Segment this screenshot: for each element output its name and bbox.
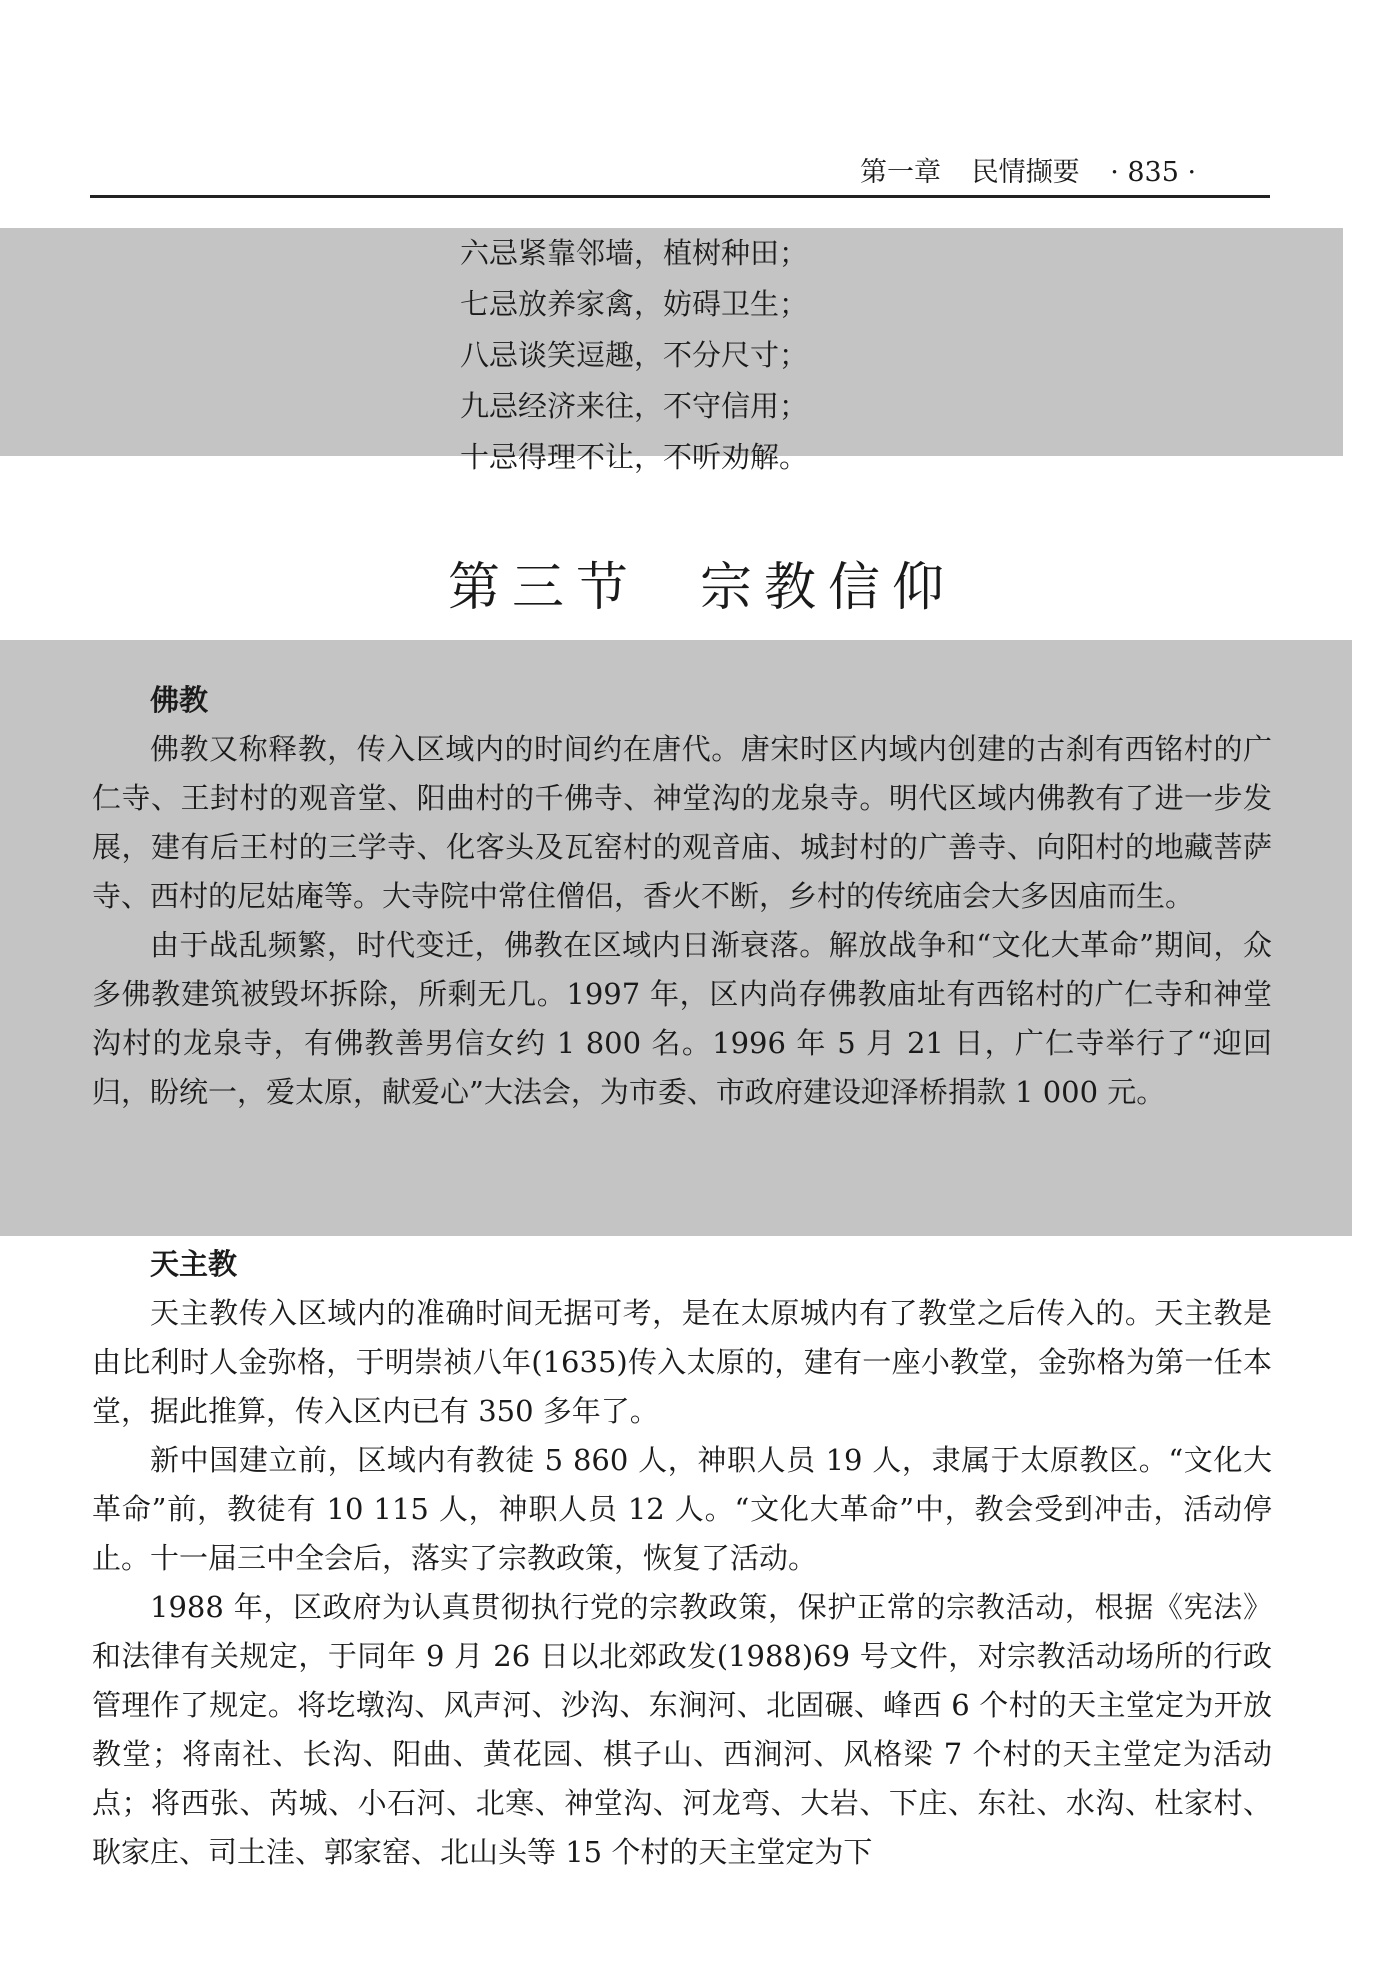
chapter-title: 民情撷要	[971, 157, 1080, 188]
poem-line: 八忌谈笑逗趣，不分尺寸；	[460, 338, 809, 372]
section-number: 第三节	[448, 558, 641, 618]
paragraph: 天主教传入区域内的准确时间无据可考，是在太原城内有了教堂之后传入的。天主教是由比利时人金弥格，于明崇祯八年(1635)传入太原的，建有一座小教堂，金弥格为第一任本堂，据此推算，传入区内已有 350 多年了。	[92, 1296, 1272, 1428]
poem-line: 六忌紧靠邻墙，植树种田；	[460, 236, 809, 270]
header-rule	[90, 195, 1270, 198]
catholic-section	[92, 1240, 1272, 1877]
paragraph: 由于战乱频繁，时代变迁，佛教在区域内日渐衰落。解放战争和“文化大革命”期间，众多佛教建筑被毁坏拆除，所剩无几。1997 年，区内尚存佛教庙址有西铭村的广仁寺和神堂沟村的龙泉寺，有佛教善男信女约 1 800 名。1996 年 5 月 21 日，广仁寺举行了“迎回归，盼统一，爱太原，献爱心”大法会，为市委、市政府建设迎泽桥捐款 1 000 元。	[92, 928, 1272, 1109]
poem-block	[460, 228, 808, 483]
buddhism-heading: 佛教	[150, 683, 209, 717]
section-title	[448, 545, 956, 620]
catholic-heading: 天主教	[150, 1247, 238, 1281]
section-name: 宗教信仰	[700, 558, 957, 618]
buddhism-section	[92, 676, 1272, 1117]
poem-line: 七忌放养家禽，妨碍卫生；	[460, 287, 809, 321]
paragraph: 新中国建立前，区域内有教徒 5 860 人，神职人员 19 人，隶属于太原教区。“文化大革命”前，教徒有 10 115 人，神职人员 12 人。“文化大革命”中，教会受到冲击，活动停止。十一届三中全会后，落实了宗教政策，恢复了活动。	[92, 1443, 1272, 1575]
poem-line: 九忌经济来往，不守信用；	[460, 389, 809, 423]
chapter-number: 第一章	[860, 157, 941, 188]
paragraph: 1988 年，区政府为认真贯彻执行党的宗教政策，保护正常的宗教活动，根据《宪法》和法律有关规定，于同年 9 月 26 日以北郊政发(1988)69 号文件，对宗教活动场所的行政管理作了规定。将圪墩沟、风声河、沙沟、东涧河、北固碾、峰西 6 个村的天主堂定为开放教堂；将南社、长沟、阳曲、黄花园、棋子山、西涧河、风格梁 7 个村的天主堂定为活动点；将西张、芮城、小石河、北寒、神堂沟、河龙弯、大岩、下庄、东社、水沟、杜家村、耿家庄、司土洼、郭家窑、北山头等 15 个村的天主堂定为下	[92, 1590, 1272, 1869]
paragraph: 佛教又称释教，传入区域内的时间约在唐代。唐宋时区内域内创建的古刹有西铭村的广仁寺、王封村的观音堂、阳曲村的千佛寺、神堂沟的龙泉寺。明代区域内佛教有了进一步发展，建有后王村的三学寺、化客头及瓦窑村的观音庙、城封村的广善寺、向阳村的地藏菩萨寺、西村的尼姑庵等。大寺院中常住僧侣，香火不断，乡村的传统庙会大多因庙而生。	[92, 732, 1272, 913]
running-header	[860, 150, 1218, 189]
page-number: · 835 ·	[1110, 157, 1197, 188]
poem-line: 十忌得理不让，不听劝解。	[460, 440, 809, 474]
